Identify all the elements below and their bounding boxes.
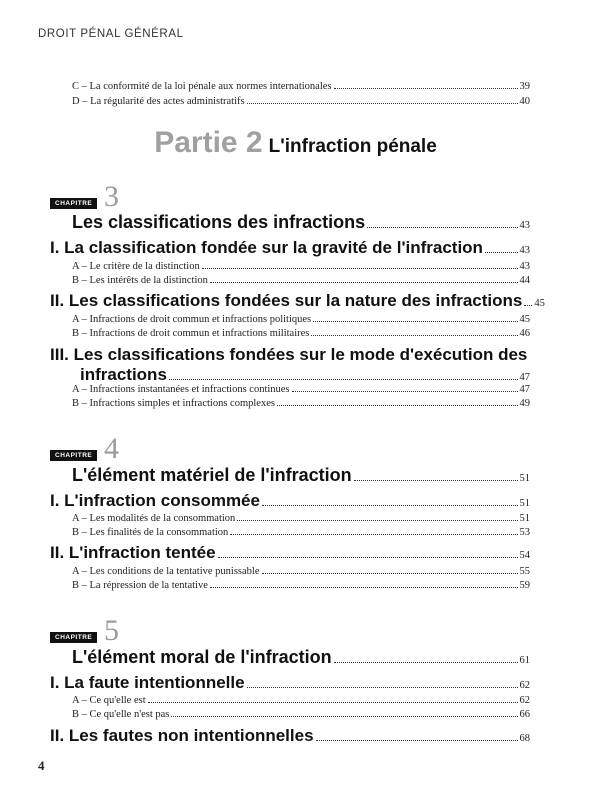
section-title-line1: III. Les classifications fondées sur le mode d'exécution des bbox=[50, 345, 528, 364]
toc-entry-page: 51 bbox=[519, 473, 530, 484]
toc-entry[interactable] bbox=[72, 694, 530, 707]
toc-entry-page: 43 bbox=[519, 220, 530, 231]
toc-entry-page: 66 bbox=[519, 709, 530, 720]
dot-leader bbox=[277, 405, 518, 406]
dot-leader bbox=[202, 268, 518, 269]
dot-leader bbox=[262, 573, 518, 574]
toc-entry-page: 55 bbox=[519, 566, 530, 577]
toc-entry-label: A – Le critère de la distinction bbox=[72, 261, 200, 272]
section-entry[interactable] bbox=[50, 291, 545, 311]
toc-entry-page: 54 bbox=[519, 550, 530, 561]
toc-entry-page: 62 bbox=[519, 680, 530, 691]
section-entry[interactable] bbox=[50, 345, 530, 385]
toc-entry-label: B – Ce qu'elle n'est pas bbox=[72, 709, 170, 720]
toc-entry[interactable] bbox=[72, 579, 530, 592]
toc-entry[interactable] bbox=[72, 565, 530, 578]
dot-leader bbox=[210, 587, 518, 588]
toc-entry-page: 40 bbox=[519, 96, 530, 107]
toc-entry[interactable] bbox=[72, 80, 530, 93]
section-entry[interactable] bbox=[50, 726, 530, 746]
section-entry[interactable] bbox=[50, 238, 530, 258]
dot-leader bbox=[313, 321, 517, 322]
page-number: 4 bbox=[38, 758, 45, 773]
dot-leader bbox=[485, 252, 518, 253]
section-title-line2: infractions bbox=[80, 365, 167, 384]
chapter-title-entry[interactable] bbox=[72, 465, 530, 486]
toc-entry-page: 62 bbox=[519, 695, 530, 706]
dot-leader bbox=[237, 520, 517, 521]
dot-leader bbox=[292, 391, 518, 392]
chapter-number: 4 bbox=[104, 432, 119, 465]
section-title-line2-row bbox=[80, 365, 530, 385]
toc-entry[interactable] bbox=[72, 383, 530, 396]
dot-leader bbox=[367, 227, 517, 228]
part-heading bbox=[0, 126, 591, 160]
toc-entry-label: D – La régularité des actes administratifs bbox=[72, 96, 245, 107]
dot-leader bbox=[148, 702, 518, 703]
dot-leader bbox=[354, 480, 518, 481]
toc-entry[interactable] bbox=[72, 526, 530, 539]
dot-leader bbox=[262, 505, 518, 506]
toc-entry-page: 51 bbox=[519, 513, 530, 524]
chapter-title-entry[interactable] bbox=[72, 647, 530, 668]
toc-entry[interactable] bbox=[72, 327, 530, 340]
toc-entry[interactable] bbox=[72, 313, 530, 326]
dot-leader bbox=[210, 282, 518, 283]
dot-leader bbox=[334, 662, 518, 663]
toc-entry-page: 68 bbox=[519, 733, 530, 744]
part-title: L'infraction pénale bbox=[268, 136, 437, 157]
toc-entry-page: 49 bbox=[519, 398, 530, 409]
toc-entry[interactable] bbox=[72, 708, 530, 721]
toc-entry-page: 39 bbox=[519, 81, 530, 92]
chapter-title: Les classifications des infractions bbox=[72, 212, 366, 232]
dot-leader bbox=[218, 557, 518, 558]
running-header: DROIT PÉNAL GÉNÉRAL bbox=[38, 28, 184, 40]
section-entry[interactable] bbox=[50, 491, 530, 511]
dot-leader bbox=[230, 534, 517, 535]
chapter-badge: CHAPITRE bbox=[50, 450, 97, 461]
toc-entry-page: 47 bbox=[519, 384, 530, 395]
chapter-number: 5 bbox=[104, 614, 119, 647]
toc-entry-page: 51 bbox=[519, 498, 530, 509]
dot-leader bbox=[169, 379, 518, 380]
toc-entry-label: A – Infractions instantanées et infractions continues bbox=[72, 384, 290, 395]
toc-entry-label: A – Ce qu'elle est bbox=[72, 695, 146, 706]
dot-leader bbox=[334, 88, 518, 89]
section-title: I. L'infraction consommée bbox=[50, 491, 260, 510]
toc-entry-label: A – Infractions de droit commun et infractions politiques bbox=[72, 314, 312, 325]
toc-entry-label: B – Infractions simples et infractions complexes bbox=[72, 398, 275, 409]
toc-entry-label: C – La conformité de la loi pénale aux normes internationales bbox=[72, 81, 332, 92]
toc-entry-page: 44 bbox=[519, 275, 530, 286]
chapter-title: L'élément matériel de l'infraction bbox=[72, 465, 352, 485]
toc-entry-label: B – Les finalités de la consommation bbox=[72, 527, 229, 538]
chapter-title: L'élément moral de l'infraction bbox=[72, 647, 332, 667]
section-title: II. Les classifications fondées sur la nature des infractions bbox=[50, 291, 523, 310]
toc-entry-page: 43 bbox=[519, 261, 530, 272]
dot-leader bbox=[311, 335, 517, 336]
toc-entry-page: 53 bbox=[519, 527, 530, 538]
section-title: II. L'infraction tentée bbox=[50, 543, 216, 562]
toc-entry-label: A – Les modalités de la consommation bbox=[72, 513, 236, 524]
toc-entry[interactable] bbox=[72, 397, 530, 410]
toc-entry-page: 45 bbox=[519, 314, 530, 325]
toc-entry-page: 43 bbox=[519, 245, 530, 256]
toc-entry-label: A – Les conditions de la tentative punissable bbox=[72, 566, 260, 577]
toc-entry-page: 46 bbox=[519, 328, 530, 339]
dot-leader bbox=[171, 716, 517, 717]
toc-entry[interactable] bbox=[72, 95, 530, 108]
section-entry[interactable] bbox=[50, 543, 530, 563]
toc-entry[interactable] bbox=[72, 274, 530, 287]
toc-entry-page: 61 bbox=[519, 655, 530, 666]
chapter-badge: CHAPITRE bbox=[50, 198, 97, 209]
chapter-number: 3 bbox=[104, 180, 119, 213]
toc-entry[interactable] bbox=[72, 512, 530, 525]
chapter-title-entry[interactable] bbox=[72, 212, 530, 233]
dot-leader bbox=[247, 687, 518, 688]
section-title: II. Les fautes non intentionnelles bbox=[50, 726, 314, 745]
toc-entry-page: 45 bbox=[534, 298, 545, 309]
section-title: I. La classification fondée sur la gravité de l'infraction bbox=[50, 238, 483, 257]
dot-leader bbox=[247, 103, 518, 104]
dot-leader bbox=[316, 740, 518, 741]
toc-entry-page: 59 bbox=[519, 580, 530, 591]
part-label: Partie 2 bbox=[154, 126, 263, 159]
toc-entry-label: B – Infractions de droit commun et infractions militaires bbox=[72, 328, 310, 339]
toc-entry[interactable] bbox=[72, 260, 530, 273]
toc-entry-label: B – Les intérêts de la distinction bbox=[72, 275, 208, 286]
toc-entry-page: 47 bbox=[519, 372, 530, 383]
chapter-badge: CHAPITRE bbox=[50, 632, 97, 643]
section-title: I. La faute intentionnelle bbox=[50, 673, 245, 692]
dot-leader bbox=[524, 305, 532, 306]
toc-entry-label: B – La répression de la tentative bbox=[72, 580, 208, 591]
section-entry[interactable] bbox=[50, 673, 530, 693]
